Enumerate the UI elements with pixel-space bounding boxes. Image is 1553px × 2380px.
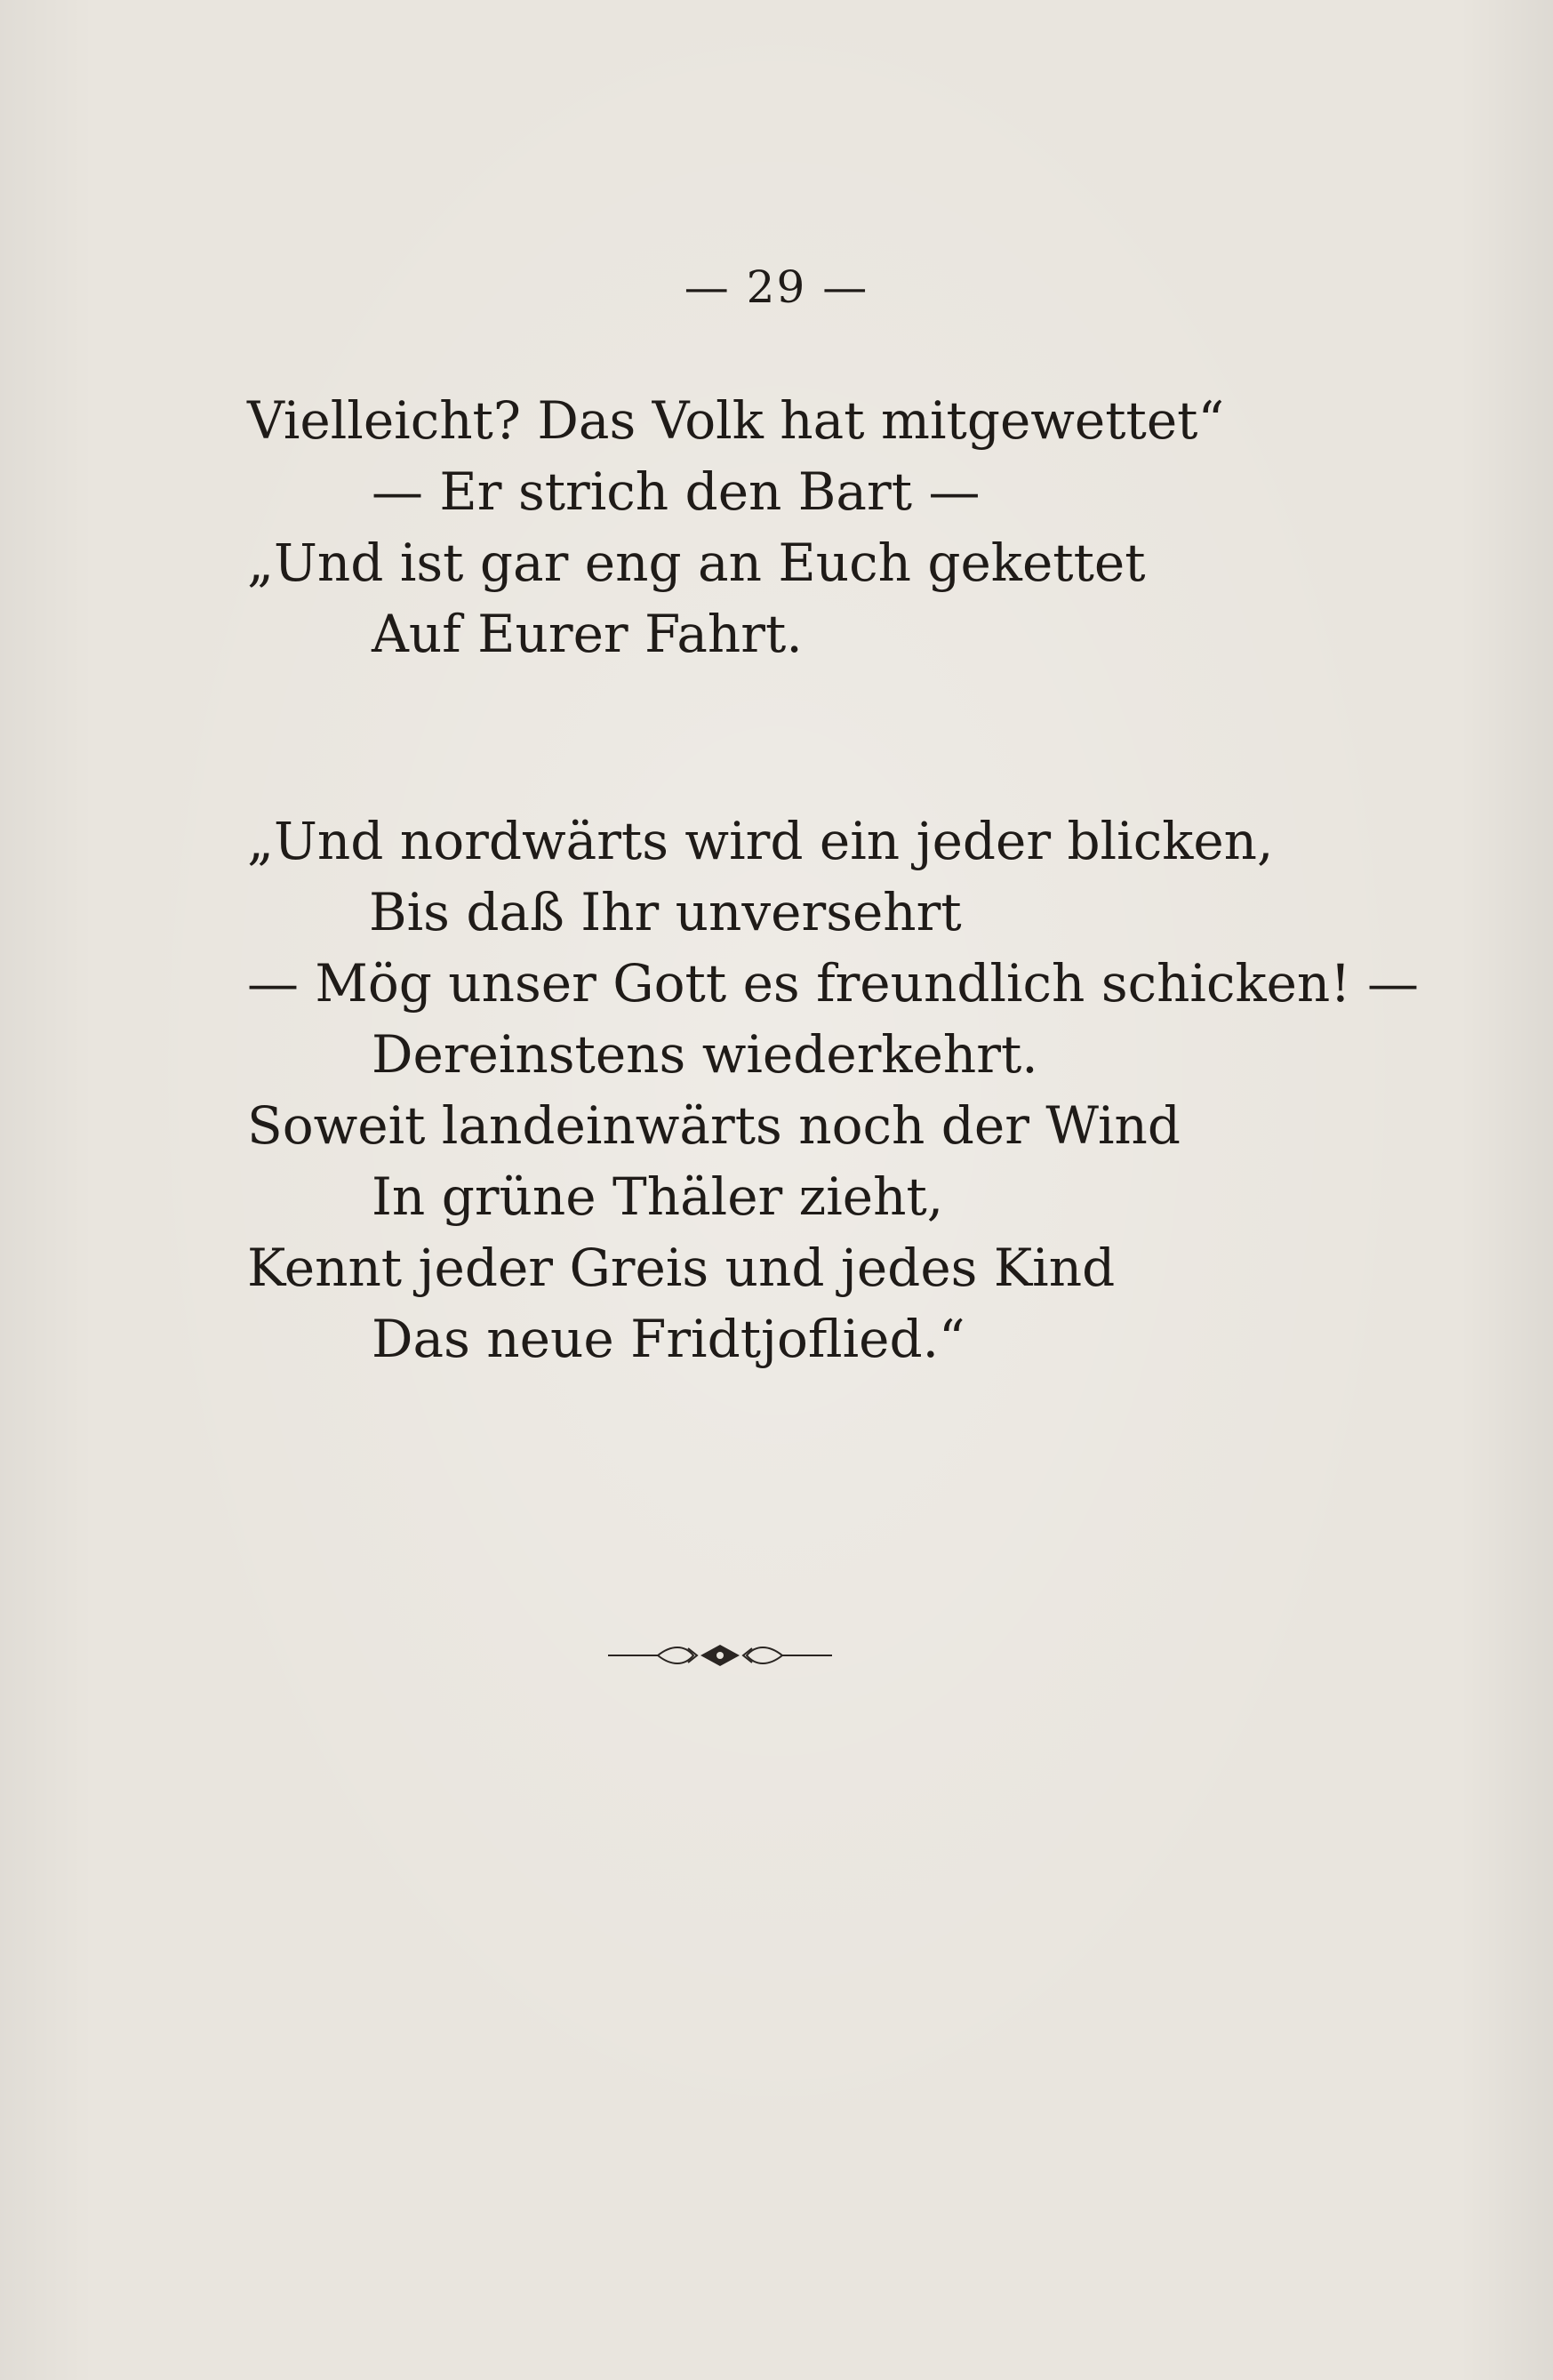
poem-line: — Mög unser Gott es freundlich schicken! — xyxy=(247,953,1420,1014)
poem-line: Vielleicht? Das Volk hat mitgewettet“ xyxy=(247,390,1225,451)
poem-line: In grüne Thäler zieht, xyxy=(372,1166,944,1227)
poem-line: Soweit landeinwärts noch der Wind xyxy=(247,1095,1181,1156)
flourish-divider-icon xyxy=(604,1638,836,1673)
poem-line: Kennt jeder Greis und jedes Kind xyxy=(247,1238,1116,1298)
poem-line: Auf Eurer Fahrt. xyxy=(372,604,803,664)
poem-line: Dereinstens wiederkehrt. xyxy=(372,1024,1038,1085)
poem-line: „Und ist gar eng an Euch gekettet xyxy=(247,533,1146,593)
poem-line: Bis daß Ihr unversehrt xyxy=(369,882,962,942)
poem-line: — Er strich den Bart — xyxy=(372,461,981,522)
poem-line: Das neue Fridtjoflied.“ xyxy=(372,1309,965,1369)
page-number: — 29 — xyxy=(684,261,869,313)
poem-line: „Und nordwärts wird ein jeder blicken, xyxy=(247,811,1274,871)
